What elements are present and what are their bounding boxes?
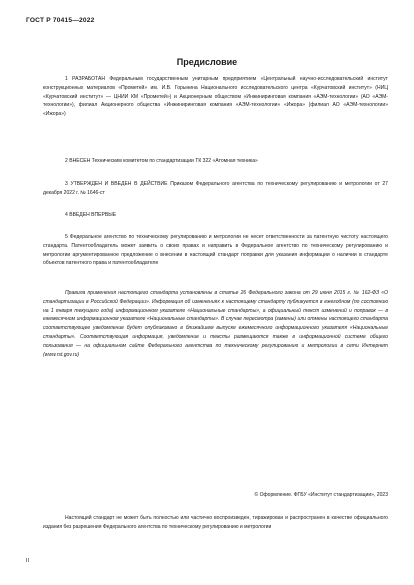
section-5-text: 5 Федеральное агентство по техническому регулированию и метрологии не несет ответственности за патентную чистоту настоящего стандарта. Патентообладатель может заявить о своих правах и направить в Федеральное агентство по техническому регулированию и метрологии аргументированное предложение о внесении в настоящий стандарт поправки для указания информации о наличии в стандарте объектов патентного права и патентообладателе [43, 234, 388, 267]
section-4-introduced [43, 211, 388, 220]
reproduction-notice-text: Настоящий стандарт не может быть полностью или частично воспроизведен, тиражирован и распространен в качестве официального издания без разрешения Федерального агентства по техническому регулированию и метрологии [43, 515, 388, 530]
section-3-text: 3 УТВЕРЖДЕН И ВВЕДЕН В ДЕЙСТВИЕ Приказом Федерального агентства по техническому регулированию и метрологии от 27 декабря 2022 г. № 1646-ст [43, 181, 388, 196]
section-2-text: 2 ВНЕСЕН Техническим комитетом по стандартизации ТК 322 «Атомная техника» [65, 158, 258, 164]
section-3-approved [43, 180, 388, 198]
preface-title: Предисловие [176, 57, 238, 67]
rules-note [43, 289, 388, 359]
section-1-text: 1 РАЗРАБОТАН Федеральным государственным унитарным предприятием «Центральный научно-исследовательский институт конструкционных материалов «Прометей» им. И.В. Горынина Национального исследовательского центра «Курчатовский институт» (НИЦ «Курчатовский институт» — ЦНИИ КМ «Прометей») и Акционерным обществом «Инжиниринговая компания «АЭМ-технологии» (АО «АЭМ-технологии»), филиал Акционерного общества «Инжиниринговая компания «АЭМ-технологии» «Ижора» (филиал АО «АЭМ-технологии» «Ижора») [43, 76, 388, 118]
rules-note-text: Правила применения настоящего стандарта установлены в статье 26 Федерального закона от 29 июня 2015 г. № 162-ФЗ «О стандартизации в Российской Федерации». Информация об изменениях к настоящему стандарту публикуется в ежегодном (по состоянию на 1 января текущего года) информационном указателе «Национальные стандарты», а официальный текст изменений и поправок — в ежемесячном информационном указателе «Национальные стандарты». В случае пересмотра (замены) или отмены настоящего стандарта соответствующее уведомление будет опубликовано в ближайшем выпуске ежемесячного информационного указателя «Национальные стандарты». Соответствующая информация, уведомление и тексты размещаются также в информационной системе общего пользования — на официальном сайте Федерального агентства по техническому регулированию и метрологии в сети Интернет (www.rst.gov.ru) [43, 290, 388, 358]
section-4-text: 4 ВВЕДЕН ВПЕРВЫЕ [65, 212, 117, 218]
section-2-submitted [43, 157, 388, 166]
page-number: II [26, 558, 29, 564]
section-1-developer [43, 75, 388, 119]
section-5-patent [43, 233, 388, 268]
copyright: © Оформление. ФГБУ «Институт стандартизации», 2023 [254, 492, 388, 498]
reproduction-notice [43, 514, 388, 531]
standard-code: ГОСТ Р 70415—2022 [26, 17, 95, 24]
